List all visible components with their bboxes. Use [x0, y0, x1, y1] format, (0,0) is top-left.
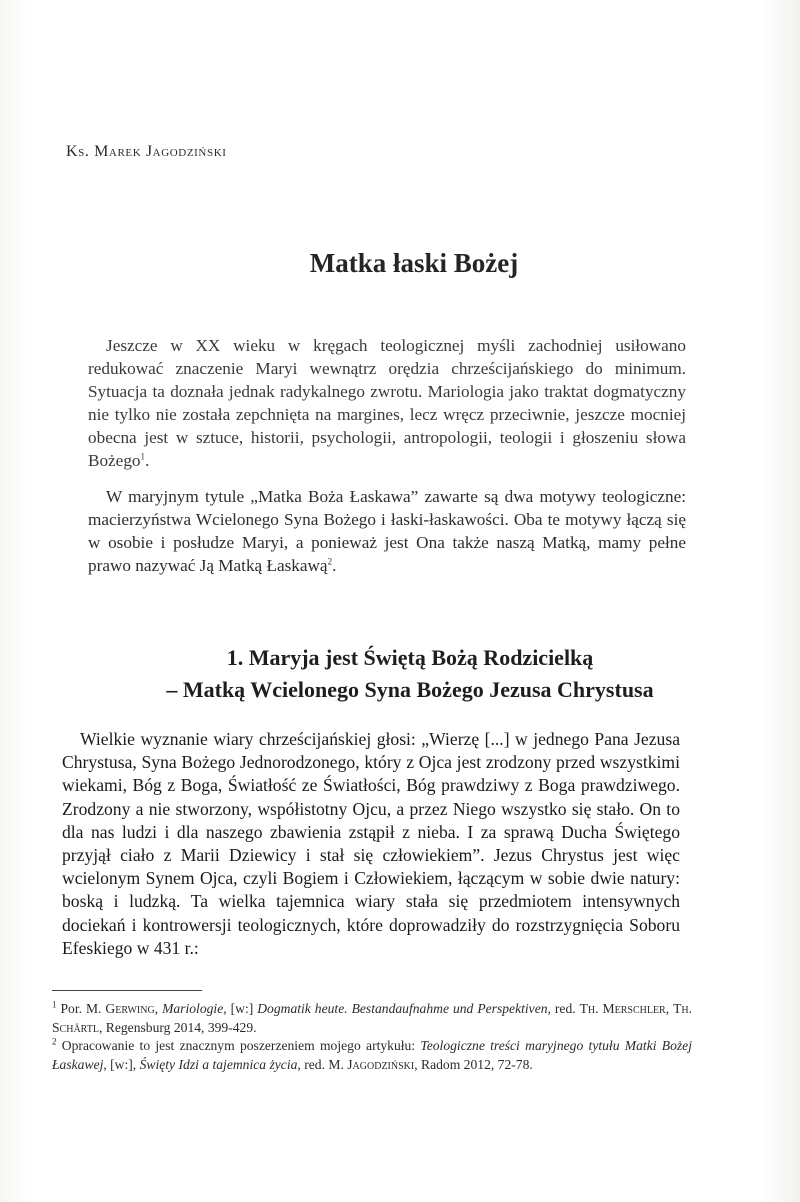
footnote-1-work-title: Mariologie	[162, 1001, 224, 1016]
intro-paragraph-1-text: Jeszcze w XX wieku w kręgach teologicznej myśli zachodniej usiłowano redukować znaczenie Maryi wewnątrz orędzia chrześcijańskiego do minimum. Sytuacja ta doznała jednak radykalnego zwrotu. Mariologia jako traktat dogmatyczny nie tylko nie została zepchnięta na margines, lecz wręcz przeciwnie, jeszcze mocniej obecna jest w sztuce, historii, psychologii, antropologii, teologii i głoszeniu słowa Bożego	[88, 336, 686, 470]
section-heading-line-1: 1. Maryja jest Świętą Bożą Rodzicielką	[226, 645, 594, 670]
intro-paragraph-2-text: W maryjnym tytule „Matka Boża Łaskawa” zawarte są dwa motywy teologiczne: macierzyństwa Wcielonego Syna Bożego i łaski-łaskawości. Oba te motywy łączą się w osobie i posłudze Maryi, a ponieważ jest Ona także naszą Matką, mamy pełne prawo nazywać Ją Matką Łaskawą	[88, 487, 686, 575]
footnote-1-editor: Th. Merschler	[579, 1001, 666, 1016]
footnote-1-editor: Th. Schärtl	[52, 1001, 693, 1035]
footnote-ref-2: 2	[327, 555, 333, 566]
section-heading-line-2: – Matką Wcielonego Syna Bożego Jezusa Chrystusa	[166, 677, 654, 702]
intro-paragraph-2-end: .	[332, 555, 337, 575]
footnote-1-text: , [w:]	[223, 1001, 258, 1016]
footnote-divider	[52, 990, 202, 991]
section-paragraph-text: Wielkie wyznanie wiary chrześcijańskiej głosi: „Wierzę [...] w jednego Pana Jezusa Chrystusa, Syna Bożego Jednorodzonego, który z Ojca jest zrodzony przed wszystkimi wiekami, Bóg z Boga, Światłość ze Światłości, Bóg prawdziwy z Boga prawdziwego. Zrodzony a nie stworzony, współistotny Ojcu, a przez Niego wszystko się stało. On to dla nas ludzi i dla naszego zbawienia zstąpił z nieba. I za sprawą Ducha Świętego przyjął ciało z Marii Dziewicy i stał się człowiekiem”. Jezus Chrystus jest więc wcielonym Synem Ojca, czyli Bogiem i Człowiekiem, łączącym w sobie dwie natury: boską i ludzką. Ta wielka tajemnica wiary stała się przedmiotem intensywnych dociekań i kontrowersji teologicznych, które doprowadziły do rozstrzygnięcia Soboru Efeskiego w 431 r.:	[62, 729, 680, 958]
intro-paragraph-1-end: .	[145, 450, 150, 470]
article-title: Matka łaski Bożej	[309, 248, 519, 278]
footnote-1-mark: 1	[52, 999, 57, 1010]
section-paragraph	[62, 728, 680, 960]
footnote-2-editor: Jagodziński	[347, 1056, 415, 1072]
footnote-2	[52, 1037, 692, 1074]
intro-paragraph-2	[88, 486, 686, 578]
footnote-1-text: , red.	[547, 1001, 580, 1016]
footnote-1-text: Por. M.	[60, 1001, 106, 1016]
footnote-1-text: , Regensburg 2014, 399-429.	[98, 1019, 257, 1035]
footnote-2-text: Opracowanie to jest znacznym poszerzeniem mojego artykułu:	[61, 1038, 421, 1053]
footnote-1-text: ,	[665, 1001, 674, 1016]
footnote-2-book-title: Święty Idzi a tajemnica życia	[139, 1056, 298, 1072]
footnote-1-text: ,	[154, 1001, 163, 1016]
footnote-1-book-title: Dogmatik heute. Bestandaufnahme und Perspektiven	[257, 1001, 548, 1016]
footnote-1-author: Gerwing	[105, 1001, 155, 1016]
footnote-2-text: , red. M.	[297, 1056, 348, 1072]
footnote-2-text: , [w:],	[103, 1056, 140, 1072]
footnote-1	[52, 1000, 692, 1037]
footnote-2-text: , Radom 2012, 72-78.	[414, 1056, 533, 1072]
intro-paragraph-1	[88, 335, 686, 472]
footnote-2-mark: 2	[52, 1036, 57, 1047]
footnote-2-article-title: Teologiczne treści maryjnego tytułu Matki Bożej Łaskawej	[52, 1038, 692, 1072]
running-header-author: Ks. Marek Jagodziński	[66, 143, 227, 160]
footnote-ref-1: 1	[140, 450, 146, 461]
